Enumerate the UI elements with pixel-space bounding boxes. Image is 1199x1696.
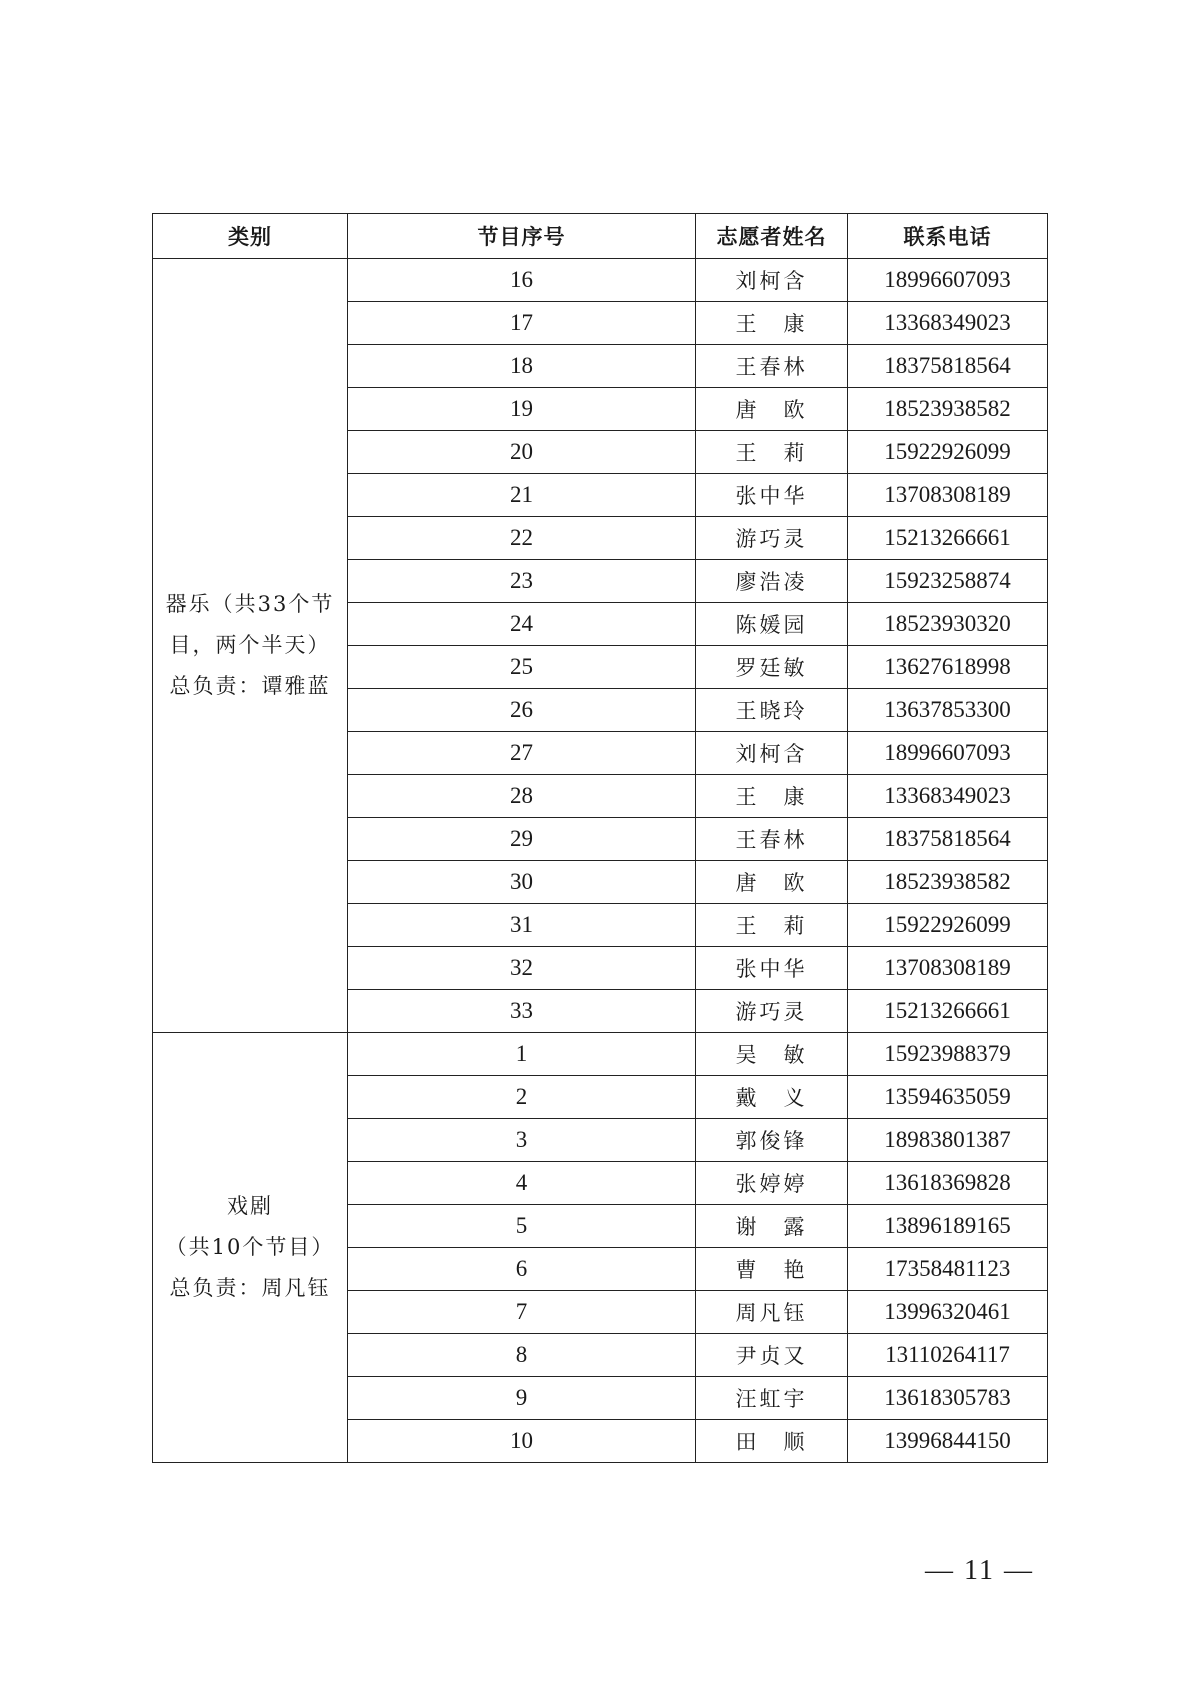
phone-cell: 13618305783	[848, 1377, 1048, 1420]
program-number-cell: 23	[348, 560, 696, 603]
volunteer-name-cell: 张中华	[696, 947, 848, 990]
program-number-cell: 8	[348, 1334, 696, 1377]
phone-cell: 13368349023	[848, 302, 1048, 345]
phone-cell: 15922926099	[848, 431, 1048, 474]
phone-cell: 15923988379	[848, 1033, 1048, 1076]
category-cell	[153, 1033, 348, 1463]
volunteer-name-cell: 罗廷敏	[696, 646, 848, 689]
phone-cell: 13110264117	[848, 1334, 1048, 1377]
program-number-cell: 25	[348, 646, 696, 689]
phone-cell: 13896189165	[848, 1205, 1048, 1248]
volunteer-name-cell: 田 顺	[696, 1420, 848, 1463]
program-number-cell: 30	[348, 861, 696, 904]
phone-cell: 18523938582	[848, 388, 1048, 431]
category-line: 总负责：谭雅蓝	[169, 674, 331, 698]
volunteer-name-cell: 汪虹宇	[696, 1377, 848, 1420]
program-number-cell: 31	[348, 904, 696, 947]
phone-cell: 13368349023	[848, 775, 1048, 818]
category-line: （共10个节目）	[165, 1235, 335, 1259]
volunteer-name-cell: 游巧灵	[696, 517, 848, 560]
phone-cell: 13708308189	[848, 947, 1048, 990]
program-number-cell: 6	[348, 1248, 696, 1291]
program-number-cell: 16	[348, 259, 696, 302]
phone-cell: 18996607093	[848, 732, 1048, 775]
volunteer-name-cell: 郭俊锋	[696, 1119, 848, 1162]
volunteer-name-cell: 王 莉	[696, 904, 848, 947]
phone-cell: 13594635059	[848, 1076, 1048, 1119]
phone-cell: 15213266661	[848, 517, 1048, 560]
table-header-row	[153, 214, 1048, 259]
phone-cell: 15922926099	[848, 904, 1048, 947]
category-line: 目，两个半天）	[169, 633, 331, 657]
volunteer-name-cell: 王 莉	[696, 431, 848, 474]
volunteer-name-cell: 王 康	[696, 302, 848, 345]
phone-cell: 13996320461	[848, 1291, 1048, 1334]
phone-cell: 15923258874	[848, 560, 1048, 603]
phone-cell: 13618369828	[848, 1162, 1048, 1205]
program-number-cell: 26	[348, 689, 696, 732]
header-program-number: 节目序号	[348, 214, 696, 259]
header-category: 类别	[153, 214, 348, 259]
program-number-cell: 22	[348, 517, 696, 560]
volunteer-name-cell: 吴 敏	[696, 1033, 848, 1076]
category-cell	[153, 259, 348, 1033]
volunteer-name-cell: 谢 露	[696, 1205, 848, 1248]
volunteer-name-cell: 刘柯含	[696, 732, 848, 775]
program-number-cell: 9	[348, 1377, 696, 1420]
program-number-cell: 5	[348, 1205, 696, 1248]
program-number-cell: 10	[348, 1420, 696, 1463]
phone-cell: 13637853300	[848, 689, 1048, 732]
volunteer-name-cell: 廖浩凌	[696, 560, 848, 603]
phone-cell: 13708308189	[848, 474, 1048, 517]
volunteer-name-cell: 王晓玲	[696, 689, 848, 732]
phone-cell: 18523938582	[848, 861, 1048, 904]
program-number-cell: 27	[348, 732, 696, 775]
program-number-cell: 29	[348, 818, 696, 861]
volunteer-name-cell: 唐 欧	[696, 388, 848, 431]
table-body	[153, 259, 1048, 1463]
phone-cell: 15213266661	[848, 990, 1048, 1033]
volunteer-name-cell: 曹 艳	[696, 1248, 848, 1291]
program-number-cell: 33	[348, 990, 696, 1033]
program-number-cell: 7	[348, 1291, 696, 1334]
volunteer-name-cell: 王春林	[696, 818, 848, 861]
phone-cell: 13627618998	[848, 646, 1048, 689]
volunteer-name-cell: 唐 欧	[696, 861, 848, 904]
phone-cell: 18375818564	[848, 345, 1048, 388]
volunteer-name-cell: 陈媛园	[696, 603, 848, 646]
program-number-cell: 4	[348, 1162, 696, 1205]
volunteer-name-cell: 王春林	[696, 345, 848, 388]
category-line: 戏剧	[227, 1194, 273, 1218]
table-row	[153, 1033, 1048, 1076]
program-number-cell: 28	[348, 775, 696, 818]
volunteer-name-cell: 戴 义	[696, 1076, 848, 1119]
volunteer-name-cell: 王 康	[696, 775, 848, 818]
phone-cell: 13996844150	[848, 1420, 1048, 1463]
volunteer-name-cell: 刘柯含	[696, 259, 848, 302]
phone-cell: 18996607093	[848, 259, 1048, 302]
volunteer-name-cell: 尹贞又	[696, 1334, 848, 1377]
program-number-cell: 2	[348, 1076, 696, 1119]
volunteer-name-cell: 游巧灵	[696, 990, 848, 1033]
header-phone: 联系电话	[848, 214, 1048, 259]
program-number-cell: 32	[348, 947, 696, 990]
program-number-cell: 24	[348, 603, 696, 646]
category-line: 总负责：周凡钰	[169, 1276, 331, 1300]
table-row	[153, 259, 1048, 302]
program-number-cell: 19	[348, 388, 696, 431]
program-number-cell: 20	[348, 431, 696, 474]
phone-cell: 17358481123	[848, 1248, 1048, 1291]
phone-cell: 18983801387	[848, 1119, 1048, 1162]
program-number-cell: 17	[348, 302, 696, 345]
program-number-cell: 1	[348, 1033, 696, 1076]
volunteer-table	[152, 213, 1048, 1463]
volunteer-name-cell: 张中华	[696, 474, 848, 517]
phone-cell: 18375818564	[848, 818, 1048, 861]
volunteer-name-cell: 张婷婷	[696, 1162, 848, 1205]
phone-cell: 18523930320	[848, 603, 1048, 646]
program-number-cell: 3	[348, 1119, 696, 1162]
header-volunteer-name: 志愿者姓名	[696, 214, 848, 259]
category-line: 器乐（共33个节	[165, 592, 335, 616]
program-number-cell: 18	[348, 345, 696, 388]
program-number-cell: 21	[348, 474, 696, 517]
page-number: — 11 —	[925, 1555, 1034, 1586]
volunteer-name-cell: 周凡钰	[696, 1291, 848, 1334]
